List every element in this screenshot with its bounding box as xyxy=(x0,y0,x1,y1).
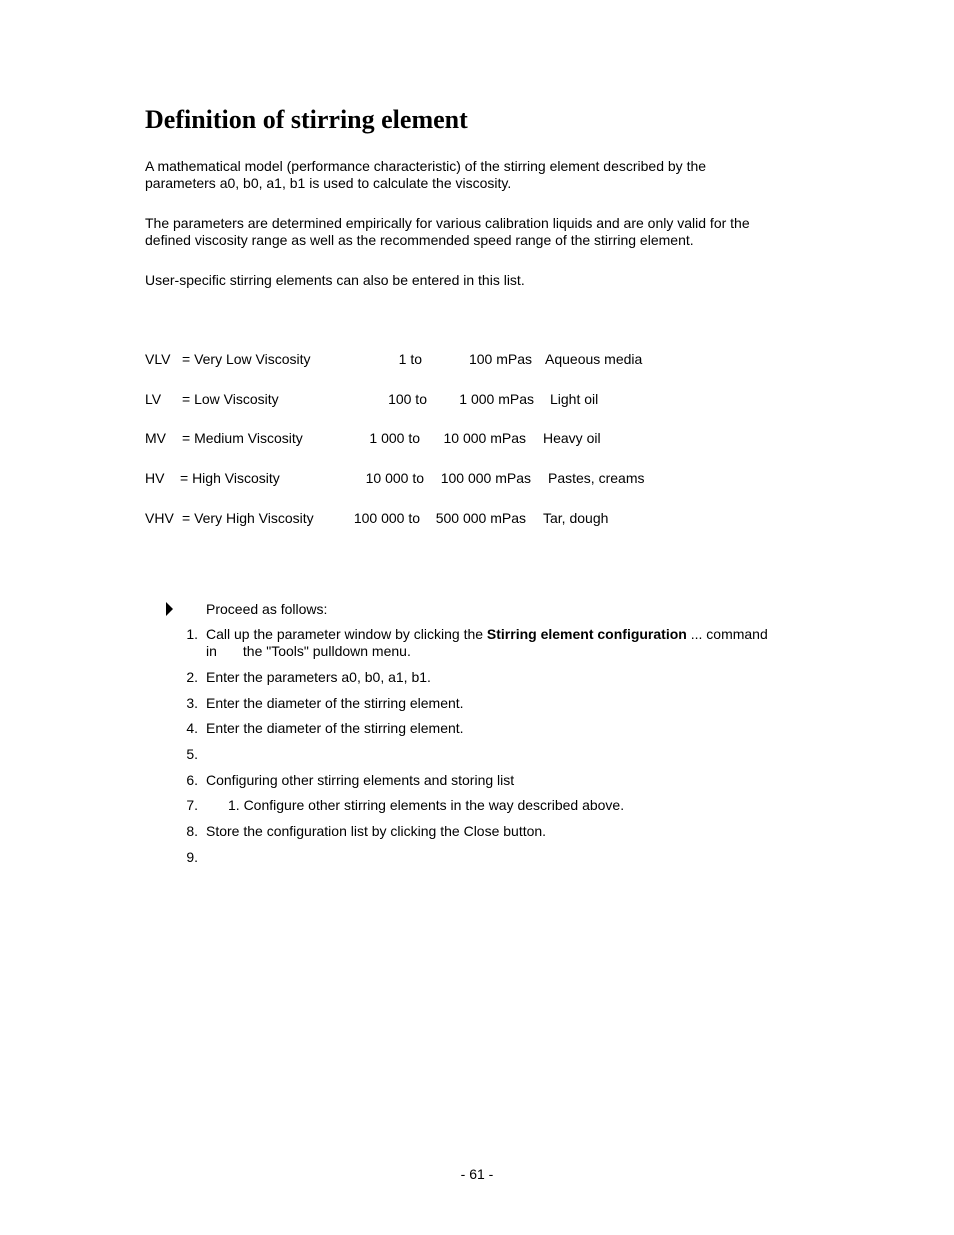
viscosity-range-to: 100 000 mPas xyxy=(440,470,531,486)
step-number: 5. xyxy=(186,746,198,762)
step-continuation xyxy=(206,643,411,660)
viscosity-range-from: 100 to xyxy=(388,391,427,407)
viscosity-media: Pastes, creams xyxy=(548,470,645,486)
step-text: Enter the parameters a0, b0, a1, b1. xyxy=(206,669,431,685)
paragraph-line: defined viscosity range as well as the recommended speed range of the stirring element. xyxy=(145,232,694,248)
procedure-step-5 xyxy=(0,746,954,763)
step-number: 3. xyxy=(186,695,198,711)
viscosity-row-vhv xyxy=(0,509,954,527)
viscosity-range-from: 10 000 to xyxy=(365,470,424,486)
viscosity-media: Heavy oil xyxy=(543,430,601,446)
menu-command-name: Stirring element configuration xyxy=(486,626,687,642)
page-number: - 61 - xyxy=(460,1166,494,1182)
viscosity-abbr: HV xyxy=(145,470,165,486)
viscosity-description: = Medium Viscosity xyxy=(182,430,303,446)
viscosity-range-to: 500 000 mPas xyxy=(435,510,526,526)
viscosity-range-to: 10 000 mPas xyxy=(443,430,526,446)
step-text: Configuring other stirring elements and storing list xyxy=(206,772,515,788)
step-number: 6. xyxy=(186,772,198,788)
step-number: 9. xyxy=(186,849,198,865)
viscosity-range-from: 1 to xyxy=(398,351,422,367)
viscosity-media: Tar, dough xyxy=(543,510,609,526)
user-specific-paragraph xyxy=(145,272,795,289)
viscosity-abbr: VHV xyxy=(145,510,174,526)
step-text xyxy=(206,626,768,643)
viscosity-description: = Very High Viscosity xyxy=(182,510,314,526)
procedure-step-6 xyxy=(0,772,954,789)
viscosity-description: = Very Low Viscosity xyxy=(182,351,311,367)
viscosity-media: Aqueous media xyxy=(545,351,643,367)
viscosity-row-lv xyxy=(0,390,954,408)
viscosity-abbr: LV xyxy=(145,391,162,407)
procedure-step-2 xyxy=(0,669,954,686)
procedure-step-3 xyxy=(0,695,954,712)
viscosity-description: = Low Viscosity xyxy=(182,391,279,407)
step-text: 1. Configure other stirring elements in the way described above. xyxy=(228,797,625,813)
procedure-step-1 xyxy=(0,626,954,660)
step-text-before: Call up the parameter window by clicking the xyxy=(206,626,487,642)
arrow-right-icon xyxy=(166,602,173,616)
viscosity-row-vlv xyxy=(0,350,954,368)
page-title: Definition of stirring element xyxy=(145,105,468,134)
viscosity-abbr: VLV xyxy=(145,351,171,367)
step-number: 2. xyxy=(186,669,198,685)
viscosity-abbr: MV xyxy=(145,430,166,446)
step-text-after: ... command xyxy=(686,626,768,642)
step-number: 1. xyxy=(186,626,198,642)
procedure-step-4 xyxy=(0,720,954,737)
step-number: 8. xyxy=(186,823,198,839)
viscosity-description: = High Viscosity xyxy=(180,470,280,486)
step-number: 7. xyxy=(186,797,198,813)
procedure-intro-label: Proceed as follows: xyxy=(206,601,328,617)
viscosity-row-mv xyxy=(0,429,954,447)
viscosity-row-hv xyxy=(0,469,954,487)
paragraph-line: A mathematical model (performance characteristic) of the stirring element described by the xyxy=(145,158,707,174)
step-continuation-a: in xyxy=(206,643,217,659)
viscosity-range-from: 100 000 to xyxy=(353,510,420,526)
parameters-paragraph xyxy=(145,215,795,249)
procedure-intro xyxy=(0,600,954,618)
step-text: Enter the diameter of the stirring element. xyxy=(206,695,464,711)
procedure-step-7 xyxy=(0,797,954,814)
step-number: 4. xyxy=(186,720,198,736)
procedure-step-8 xyxy=(0,823,954,840)
viscosity-range-to: 100 mPas xyxy=(468,351,532,367)
procedure-step-9 xyxy=(0,849,954,866)
intro-paragraph xyxy=(145,158,795,192)
paragraph-line: The parameters are determined empirically for various calibration liquids and are only valid for the xyxy=(145,215,750,231)
paragraph-line: User-specific stirring elements can also be entered in this list. xyxy=(145,272,525,288)
step-text: Enter the diameter of the stirring element. xyxy=(206,720,464,736)
viscosity-media: Light oil xyxy=(550,391,599,407)
paragraph-line: parameters a0, b0, a1, b1 is used to calculate the viscosity. xyxy=(145,175,512,191)
viscosity-range-from: 1 000 to xyxy=(369,430,420,446)
step-text: Store the configuration list by clicking the Close button. xyxy=(206,823,547,839)
viscosity-range-to: 1 000 mPas xyxy=(459,391,534,407)
step-continuation-b: the "Tools" pulldown menu. xyxy=(242,643,411,659)
